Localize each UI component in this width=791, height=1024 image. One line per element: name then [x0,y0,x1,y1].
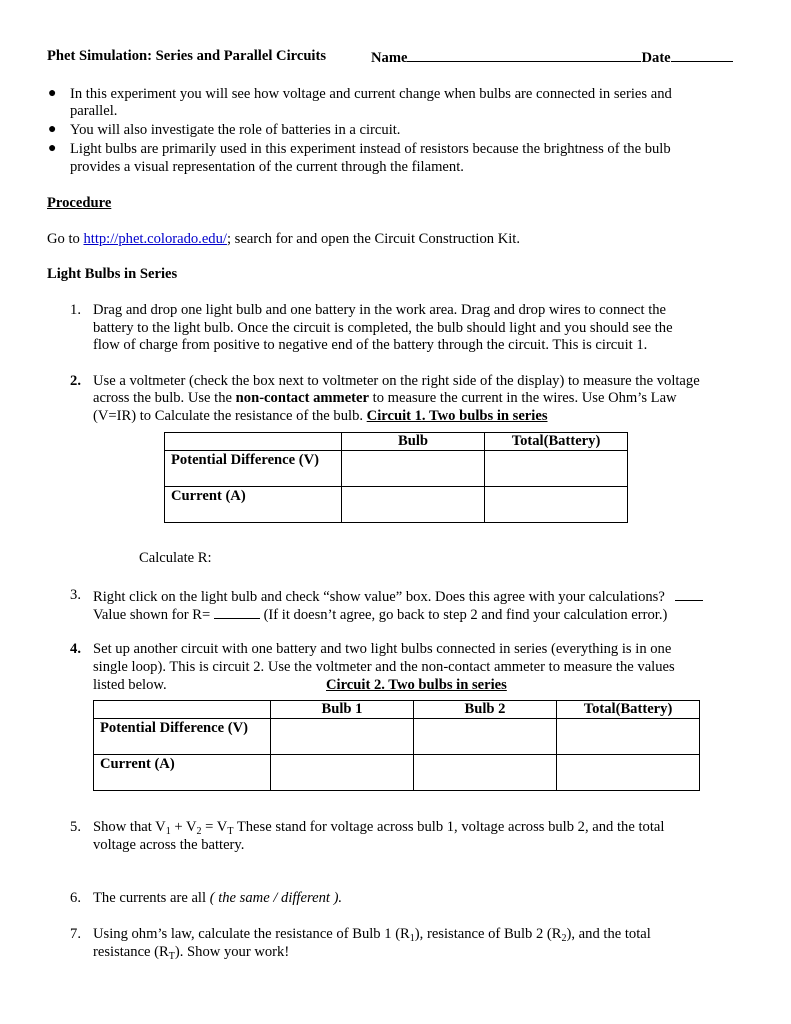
table-header-bulb-1: Bulb 1 [271,701,414,719]
circuit-2-table [93,700,700,791]
date-blank[interactable] [671,47,733,62]
calculate-r-label: Calculate R: [139,550,212,566]
input-cell-bulb2-current[interactable] [414,755,557,791]
name-field-label: Name Date [371,47,733,67]
same-different-options[interactable]: ( the same / different ). [209,890,343,906]
r-value-blank[interactable] [214,604,260,619]
input-cell-total-voltage[interactable] [557,719,700,755]
step-2-line-2: across the bulb. Use the non-contact ammeter to measure the current in the wires. Use Ohm’s Law [93,390,677,406]
step-7-line-1: Using ohm’s law, calculate the resistance of Bulb 1 $(R_1)$, resistance of Bulb 2 $(R_2)$, and the total [93,926,651,944]
step-4-line-1: Set up another circuit with one battery and two light bulbs connected in series (everything is in one [93,641,672,657]
bullet-icon: ● [48,141,57,156]
step-7-number: 7. [70,926,81,942]
phet-link[interactable]: http://phet.colorado.edu/ [83,231,227,247]
circuit-1-caption: Circuit 1. Two bulbs in series [366,408,548,424]
step-3-number: 3. [70,587,81,603]
step-5-line-1: Show that $V_1 + V_2 = V_T$ These stand for voltage across bulb 1, voltage across bulb 2, and the total [93,819,665,837]
step-2-line-3: (V=IR) to Calculate the resistance of the bulb. Circuit 1. Two bulbs in series [93,408,548,424]
step-2-line-1: Use a voltmeter (check the box next to voltmeter on the right side of the display) to measure the voltage [93,373,700,389]
step-4-number: 4. [70,641,81,657]
row-label-potential-difference: Potential Difference (V) [165,451,342,487]
procedure-heading: Procedure [47,195,112,211]
row-label-current: Current (A) [94,755,271,791]
input-cell-bulb1-voltage[interactable] [271,719,414,755]
non-contact-ammeter-term: non-contact ammeter [235,390,369,406]
goto-line: Go to http://phet.colorado.edu/; search for and open the Circuit Construction Kit. [47,231,520,247]
input-cell-bulb-current[interactable] [342,487,485,523]
table-header-bulb: Bulb [342,433,485,451]
intro-bullet-2: You will also investigate the role of batteries in a circuit. [70,122,401,138]
step-6-line: The currents are all ( the same / different ). [93,890,343,906]
date-label: Date [641,50,671,66]
step-2-number: 2. [70,373,81,389]
intro-bullet-1-line-2: parallel. [70,103,118,119]
table-header-blank [165,433,342,451]
bullet-icon: ● [48,122,57,137]
step-1-line-2: battery to the light bulb. Once the circuit is completed, the bulb should light and you should see the [93,320,673,336]
worksheet-title: Phet Simulation: Series and Parallel Circuits [47,48,327,64]
table-header-blank [94,701,271,719]
table-header-total-battery: Total(Battery) [557,701,700,719]
intro-bullet-1-line-1: In this experiment you will see how voltage and current change when bulbs are connected in series and [70,86,672,102]
input-cell-bulb-voltage[interactable] [342,451,485,487]
input-cell-total-current[interactable] [557,755,700,791]
page-header [47,47,326,65]
step-3-line-1: Right click on the light bulb and check “show value” box. Does this agree with your calculations? [93,586,703,606]
input-cell-bulb1-current[interactable] [271,755,414,791]
table-header-total-battery: Total(Battery) [485,433,628,451]
step-5-line-2: voltage across the battery. [93,837,245,853]
table-header-bulb-2: Bulb 2 [414,701,557,719]
step-1-line-3: flow of charge from positive to negative end of the battery through the circuit. This is circuit 1. [93,337,648,353]
input-cell-total-current[interactable] [485,487,628,523]
bullet-icon: ● [48,86,57,101]
row-label-potential-difference: Potential Difference (V) [94,719,271,755]
step-4-line-2: single loop). This is circuit 2. Use the voltmeter and the non-contact ammeter to measure the values [93,659,675,675]
step-1-number: 1. [70,302,81,318]
step-6-number: 6. [70,890,81,906]
step-7-line-2: resistance $(R_T)$. Show your work! [93,944,290,962]
agree-blank[interactable] [675,586,703,601]
input-cell-total-voltage[interactable] [485,451,628,487]
name-blank[interactable] [407,47,641,62]
step-5-number: 5. [70,819,81,835]
series-heading: Light Bulbs in Series [47,266,178,282]
step-3-line-2: Value shown for R= (If it doesn’t agree, go back to step 2 and find your calculation error.) [93,604,667,624]
circuit-1-table [164,432,628,523]
step-1-line-1: Drag and drop one light bulb and one battery in the work area. Drag and drop wires to connect the [93,302,667,318]
input-cell-bulb2-voltage[interactable] [414,719,557,755]
circuit-2-caption: Circuit 2. Two bulbs in series [326,677,507,693]
intro-bullet-3-line-2: provides a visual representation of the current through the filament. [70,159,464,175]
step-4-line-3: listed below. [93,677,167,693]
intro-bullet-3-line-1: Light bulbs are primarily used in this experiment instead of resistors because the brightness of the bulb [70,141,671,157]
row-label-current: Current (A) [165,487,342,523]
